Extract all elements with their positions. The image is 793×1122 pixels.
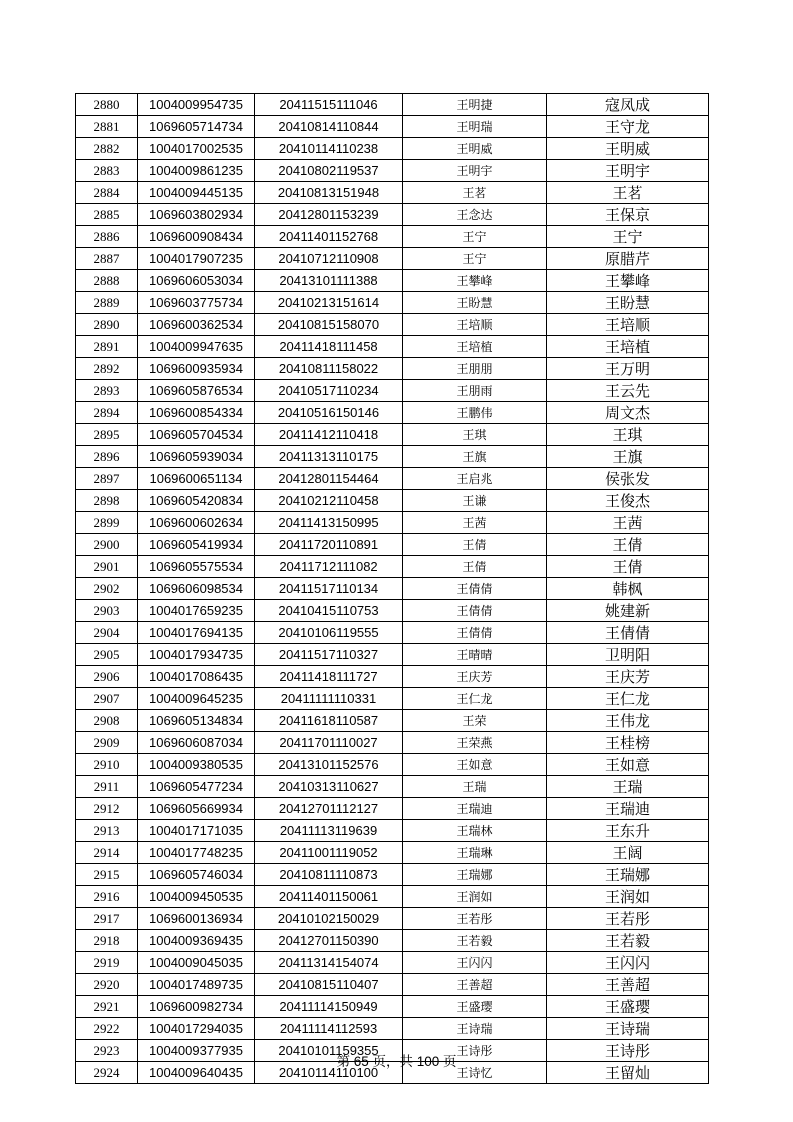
- table-row: [76, 688, 709, 710]
- serial-number-cell: 2880: [76, 94, 138, 116]
- serial-number-cell: 2907: [76, 688, 138, 710]
- id-number-1-cell: 1069600651134: [138, 468, 255, 490]
- id-number-2-cell: 20411114112593: [255, 1018, 403, 1040]
- id-number-2-cell: 20412701112127: [255, 798, 403, 820]
- id-number-1-cell: 1069605575534: [138, 556, 255, 578]
- name-2-cell: 王瑞迪: [547, 798, 709, 820]
- name-1-cell: 王仁龙: [403, 688, 547, 710]
- table-row: [76, 138, 709, 160]
- table-row: [76, 666, 709, 688]
- name-2-cell: 王阔: [547, 842, 709, 864]
- name-1-cell: 王瑞娜: [403, 864, 547, 886]
- id-number-1-cell: 1069605669934: [138, 798, 255, 820]
- name-1-cell: 王若毅: [403, 930, 547, 952]
- id-number-1-cell: 1004009861235: [138, 160, 255, 182]
- serial-number-cell: 2886: [76, 226, 138, 248]
- table-row: [76, 490, 709, 512]
- id-number-2-cell: 20411517110327: [255, 644, 403, 666]
- name-2-cell: 王若彤: [547, 908, 709, 930]
- table-row: [76, 160, 709, 182]
- id-number-1-cell: 1004009377935: [138, 1040, 255, 1062]
- id-number-1-cell: 1069600908434: [138, 226, 255, 248]
- name-1-cell: 王盼慧: [403, 292, 547, 314]
- name-1-cell: 王善超: [403, 974, 547, 996]
- name-2-cell: 寇凤成: [547, 94, 709, 116]
- name-1-cell: 王诗忆: [403, 1062, 547, 1084]
- id-number-1-cell: 1004017489735: [138, 974, 255, 996]
- id-number-2-cell: 20410814110844: [255, 116, 403, 138]
- id-number-1-cell: 1004009954735: [138, 94, 255, 116]
- name-2-cell: 王明宇: [547, 160, 709, 182]
- id-number-1-cell: 1004009450535: [138, 886, 255, 908]
- name-2-cell: 王万明: [547, 358, 709, 380]
- table-row: [76, 424, 709, 446]
- name-2-cell: 王盼慧: [547, 292, 709, 314]
- name-1-cell: 王瑞林: [403, 820, 547, 842]
- serial-number-cell: 2884: [76, 182, 138, 204]
- id-number-1-cell: 1069600602634: [138, 512, 255, 534]
- serial-number-cell: 2920: [76, 974, 138, 996]
- table-row: [76, 226, 709, 248]
- serial-number-cell: 2910: [76, 754, 138, 776]
- name-1-cell: 王倩: [403, 534, 547, 556]
- name-1-cell: 王琪: [403, 424, 547, 446]
- name-2-cell: 周文杰: [547, 402, 709, 424]
- name-1-cell: 王倩倩: [403, 578, 547, 600]
- name-1-cell: 王如意: [403, 754, 547, 776]
- serial-number-cell: 2919: [76, 952, 138, 974]
- name-2-cell: 王瑞娜: [547, 864, 709, 886]
- id-number-1-cell: 1069605477234: [138, 776, 255, 798]
- name-1-cell: 王茜: [403, 512, 547, 534]
- id-number-1-cell: 1069600982734: [138, 996, 255, 1018]
- id-number-2-cell: 20411313110175: [255, 446, 403, 468]
- name-2-cell: 王保京: [547, 204, 709, 226]
- name-2-cell: 原腊芹: [547, 248, 709, 270]
- id-number-2-cell: 20410516150146: [255, 402, 403, 424]
- name-2-cell: 王如意: [547, 754, 709, 776]
- table-row: [76, 534, 709, 556]
- id-number-2-cell: 20411701110027: [255, 732, 403, 754]
- id-number-2-cell: 20410811110873: [255, 864, 403, 886]
- name-1-cell: 王瑞: [403, 776, 547, 798]
- id-number-2-cell: 20411712111082: [255, 556, 403, 578]
- id-number-1-cell: 1004017294035: [138, 1018, 255, 1040]
- name-2-cell: 侯张发: [547, 468, 709, 490]
- id-number-1-cell: 1004017659235: [138, 600, 255, 622]
- name-2-cell: 韩枫: [547, 578, 709, 600]
- name-1-cell: 王旗: [403, 446, 547, 468]
- name-1-cell: 王明捷: [403, 94, 547, 116]
- name-2-cell: 王倩: [547, 556, 709, 578]
- id-number-1-cell: 1069605420834: [138, 490, 255, 512]
- name-1-cell: 王诗瑞: [403, 1018, 547, 1040]
- table-row: [76, 996, 709, 1018]
- serial-number-cell: 2883: [76, 160, 138, 182]
- id-number-1-cell: 1069606098534: [138, 578, 255, 600]
- name-1-cell: 王朋雨: [403, 380, 547, 402]
- id-number-2-cell: 20410802119537: [255, 160, 403, 182]
- name-1-cell: 王晴晴: [403, 644, 547, 666]
- id-number-2-cell: 20411412110418: [255, 424, 403, 446]
- name-2-cell: 王东升: [547, 820, 709, 842]
- table-row: [76, 886, 709, 908]
- table-row: [76, 622, 709, 644]
- id-number-1-cell: 1069603802934: [138, 204, 255, 226]
- serial-number-cell: 2905: [76, 644, 138, 666]
- table-row: [76, 1018, 709, 1040]
- id-number-1-cell: 1069605134834: [138, 710, 255, 732]
- serial-number-cell: 2916: [76, 886, 138, 908]
- serial-number-cell: 2913: [76, 820, 138, 842]
- name-2-cell: 王云先: [547, 380, 709, 402]
- serial-number-cell: 2882: [76, 138, 138, 160]
- name-1-cell: 王宁: [403, 248, 547, 270]
- name-2-cell: 王伟龙: [547, 710, 709, 732]
- serial-number-cell: 2903: [76, 600, 138, 622]
- name-2-cell: 王旗: [547, 446, 709, 468]
- name-1-cell: 王盛璎: [403, 996, 547, 1018]
- table-row: [76, 600, 709, 622]
- serial-number-cell: 2922: [76, 1018, 138, 1040]
- name-2-cell: 王宁: [547, 226, 709, 248]
- name-2-cell: 王倩: [547, 534, 709, 556]
- id-number-2-cell: 20410415110753: [255, 600, 403, 622]
- id-number-1-cell: 1004017934735: [138, 644, 255, 666]
- id-number-1-cell: 1004017171035: [138, 820, 255, 842]
- name-1-cell: 王启兆: [403, 468, 547, 490]
- serial-number-cell: 2915: [76, 864, 138, 886]
- name-2-cell: 王诗瑞: [547, 1018, 709, 1040]
- id-number-1-cell: 1069605746034: [138, 864, 255, 886]
- name-1-cell: 王倩倩: [403, 622, 547, 644]
- name-1-cell: 王瑞琳: [403, 842, 547, 864]
- name-1-cell: 王明宇: [403, 160, 547, 182]
- serial-number-cell: 2923: [76, 1040, 138, 1062]
- id-number-1-cell: 1069600136934: [138, 908, 255, 930]
- id-number-1-cell: 1004009645235: [138, 688, 255, 710]
- serial-number-cell: 2898: [76, 490, 138, 512]
- id-number-1-cell: 1069606053034: [138, 270, 255, 292]
- id-number-1-cell: 1069605939034: [138, 446, 255, 468]
- table-row: [76, 952, 709, 974]
- id-number-2-cell: 20410114110238: [255, 138, 403, 160]
- table-row: [76, 798, 709, 820]
- serial-number-cell: 2909: [76, 732, 138, 754]
- table-row: [76, 930, 709, 952]
- name-2-cell: 王诗彤: [547, 1040, 709, 1062]
- name-1-cell: 王庆芳: [403, 666, 547, 688]
- id-number-1-cell: 1004017907235: [138, 248, 255, 270]
- id-number-2-cell: 20411401152768: [255, 226, 403, 248]
- id-number-2-cell: 20410712110908: [255, 248, 403, 270]
- serial-number-cell: 2897: [76, 468, 138, 490]
- table-row: [76, 314, 709, 336]
- name-1-cell: 王润如: [403, 886, 547, 908]
- table-row: [76, 908, 709, 930]
- serial-number-cell: 2904: [76, 622, 138, 644]
- id-number-2-cell: 20411111110331: [255, 688, 403, 710]
- id-number-2-cell: 20410102150029: [255, 908, 403, 930]
- records-table-body: [76, 94, 709, 1084]
- serial-number-cell: 2924: [76, 1062, 138, 1084]
- table-row: [76, 644, 709, 666]
- id-number-2-cell: 20411720110891: [255, 534, 403, 556]
- serial-number-cell: 2911: [76, 776, 138, 798]
- name-2-cell: 王桂榜: [547, 732, 709, 754]
- id-number-1-cell: 1004017694135: [138, 622, 255, 644]
- name-2-cell: 王守龙: [547, 116, 709, 138]
- name-1-cell: 王培植: [403, 336, 547, 358]
- id-number-2-cell: 20412801153239: [255, 204, 403, 226]
- id-number-2-cell: 20411001119052: [255, 842, 403, 864]
- id-number-1-cell: 1004009380535: [138, 754, 255, 776]
- id-number-2-cell: 20410811158022: [255, 358, 403, 380]
- name-2-cell: 王茗: [547, 182, 709, 204]
- table-row: [76, 974, 709, 996]
- id-number-2-cell: 20410813151948: [255, 182, 403, 204]
- name-2-cell: 王培植: [547, 336, 709, 358]
- table-row: [76, 776, 709, 798]
- table-row: [76, 556, 709, 578]
- id-number-1-cell: 1069603775734: [138, 292, 255, 314]
- id-number-2-cell: 20410212110458: [255, 490, 403, 512]
- table-row: [76, 380, 709, 402]
- id-number-2-cell: 20410815158070: [255, 314, 403, 336]
- id-number-2-cell: 20412701150390: [255, 930, 403, 952]
- id-number-1-cell: 1004017748235: [138, 842, 255, 864]
- name-2-cell: 王茜: [547, 512, 709, 534]
- name-2-cell: 王琪: [547, 424, 709, 446]
- id-number-1-cell: 1004009640435: [138, 1062, 255, 1084]
- serial-number-cell: 2889: [76, 292, 138, 314]
- serial-number-cell: 2894: [76, 402, 138, 424]
- table-row: [76, 292, 709, 314]
- name-1-cell: 王宁: [403, 226, 547, 248]
- name-1-cell: 王谦: [403, 490, 547, 512]
- id-number-2-cell: 20411515111046: [255, 94, 403, 116]
- name-2-cell: 王培顺: [547, 314, 709, 336]
- name-1-cell: 王培顺: [403, 314, 547, 336]
- serial-number-cell: 2900: [76, 534, 138, 556]
- table-row: [76, 182, 709, 204]
- serial-number-cell: 2890: [76, 314, 138, 336]
- name-2-cell: 王善超: [547, 974, 709, 996]
- name-1-cell: 王鹏伟: [403, 402, 547, 424]
- name-1-cell: 王诗彤: [403, 1040, 547, 1062]
- id-number-1-cell: 1069600854334: [138, 402, 255, 424]
- table-row: [76, 358, 709, 380]
- name-2-cell: 姚建新: [547, 600, 709, 622]
- name-1-cell: 王朋朋: [403, 358, 547, 380]
- serial-number-cell: 2893: [76, 380, 138, 402]
- name-2-cell: 王俊杰: [547, 490, 709, 512]
- id-number-1-cell: 1069606087034: [138, 732, 255, 754]
- table-row: [76, 94, 709, 116]
- serial-number-cell: 2887: [76, 248, 138, 270]
- name-1-cell: 王荣: [403, 710, 547, 732]
- serial-number-cell: 2908: [76, 710, 138, 732]
- name-1-cell: 王荣燕: [403, 732, 547, 754]
- id-number-2-cell: 20413101111388: [255, 270, 403, 292]
- name-1-cell: 王若彤: [403, 908, 547, 930]
- id-number-1-cell: 1069600935934: [138, 358, 255, 380]
- table-row: [76, 842, 709, 864]
- id-number-1-cell: 1004009369435: [138, 930, 255, 952]
- serial-number-cell: 2906: [76, 666, 138, 688]
- name-2-cell: 王留灿: [547, 1062, 709, 1084]
- id-number-1-cell: 1069605714734: [138, 116, 255, 138]
- table-row: [76, 468, 709, 490]
- name-1-cell: 王茗: [403, 182, 547, 204]
- name-2-cell: 王仁龙: [547, 688, 709, 710]
- name-1-cell: 王明瑞: [403, 116, 547, 138]
- name-2-cell: 卫明阳: [547, 644, 709, 666]
- id-number-2-cell: 20410815110407: [255, 974, 403, 996]
- name-2-cell: 王润如: [547, 886, 709, 908]
- id-number-2-cell: 20411418111458: [255, 336, 403, 358]
- table-row: [76, 754, 709, 776]
- id-number-1-cell: 1004017086435: [138, 666, 255, 688]
- table-row: [76, 446, 709, 468]
- serial-number-cell: 2921: [76, 996, 138, 1018]
- name-1-cell: 王闪闪: [403, 952, 547, 974]
- name-1-cell: 王倩: [403, 556, 547, 578]
- serial-number-cell: 2912: [76, 798, 138, 820]
- serial-number-cell: 2891: [76, 336, 138, 358]
- page-number-footer: 第 65 页，共 100 页: [336, 1054, 457, 1069]
- table-row: [76, 710, 709, 732]
- serial-number-cell: 2914: [76, 842, 138, 864]
- serial-number-cell: 2899: [76, 512, 138, 534]
- id-number-2-cell: 20411413150995: [255, 512, 403, 534]
- records-table: [75, 93, 709, 1084]
- id-number-2-cell: 20410106119555: [255, 622, 403, 644]
- id-number-2-cell: 20410517110234: [255, 380, 403, 402]
- serial-number-cell: 2917: [76, 908, 138, 930]
- serial-number-cell: 2881: [76, 116, 138, 138]
- table-row: [76, 402, 709, 424]
- id-number-2-cell: 20411113119639: [255, 820, 403, 842]
- serial-number-cell: 2896: [76, 446, 138, 468]
- id-number-1-cell: 1069605876534: [138, 380, 255, 402]
- id-number-2-cell: 20411314154074: [255, 952, 403, 974]
- id-number-2-cell: 20411418111727: [255, 666, 403, 688]
- serial-number-cell: 2885: [76, 204, 138, 226]
- id-number-2-cell: 20413101152576: [255, 754, 403, 776]
- id-number-1-cell: 1004009947635: [138, 336, 255, 358]
- serial-number-cell: 2918: [76, 930, 138, 952]
- id-number-1-cell: 1004009445135: [138, 182, 255, 204]
- id-number-1-cell: 1004017002535: [138, 138, 255, 160]
- table-row: [76, 732, 709, 754]
- table-row: [76, 248, 709, 270]
- id-number-2-cell: 20411114150949: [255, 996, 403, 1018]
- name-1-cell: 王念达: [403, 204, 547, 226]
- table-row: [76, 116, 709, 138]
- table-row: [76, 578, 709, 600]
- table-row: [76, 864, 709, 886]
- id-number-2-cell: 20411618110587: [255, 710, 403, 732]
- table-row: [76, 820, 709, 842]
- table-row: [76, 512, 709, 534]
- name-2-cell: 王盛璎: [547, 996, 709, 1018]
- table-row: [76, 204, 709, 226]
- id-number-2-cell: 20411517110134: [255, 578, 403, 600]
- name-2-cell: 王明威: [547, 138, 709, 160]
- name-2-cell: 王闪闪: [547, 952, 709, 974]
- id-number-2-cell: 20412801154464: [255, 468, 403, 490]
- serial-number-cell: 2901: [76, 556, 138, 578]
- serial-number-cell: 2902: [76, 578, 138, 600]
- serial-number-cell: 2892: [76, 358, 138, 380]
- name-2-cell: 王若毅: [547, 930, 709, 952]
- id-number-2-cell: 20410313110627: [255, 776, 403, 798]
- id-number-2-cell: 20410213151614: [255, 292, 403, 314]
- name-2-cell: 王庆芳: [547, 666, 709, 688]
- serial-number-cell: 2888: [76, 270, 138, 292]
- name-2-cell: 王瑞: [547, 776, 709, 798]
- serial-number-cell: 2895: [76, 424, 138, 446]
- id-number-1-cell: 1069605704534: [138, 424, 255, 446]
- id-number-1-cell: 1069605419934: [138, 534, 255, 556]
- name-1-cell: 王攀峰: [403, 270, 547, 292]
- id-number-1-cell: 1069600362534: [138, 314, 255, 336]
- id-number-2-cell: 20410101159355: [255, 1040, 403, 1062]
- name-1-cell: 王倩倩: [403, 600, 547, 622]
- name-2-cell: 王倩倩: [547, 622, 709, 644]
- id-number-1-cell: 1004009045035: [138, 952, 255, 974]
- table-row: [76, 270, 709, 292]
- name-1-cell: 王瑞迪: [403, 798, 547, 820]
- id-number-2-cell: 20411401150061: [255, 886, 403, 908]
- name-1-cell: 王明威: [403, 138, 547, 160]
- id-number-2-cell: 20410114110100: [255, 1062, 403, 1084]
- table-row: [76, 336, 709, 358]
- name-2-cell: 王攀峰: [547, 270, 709, 292]
